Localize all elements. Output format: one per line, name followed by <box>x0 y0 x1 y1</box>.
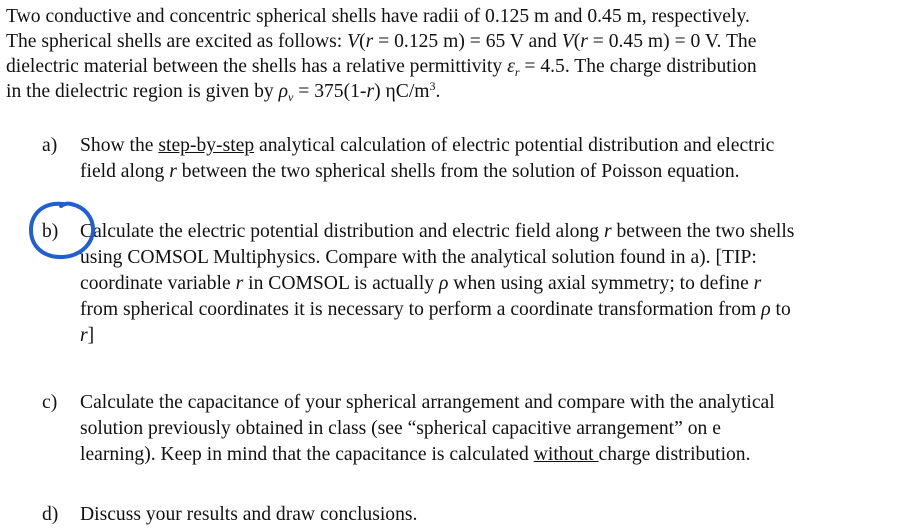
part-b-line-5 <box>80 323 892 349</box>
symbol-rho: ρ <box>278 81 289 102</box>
part-b-line-3 <box>80 271 892 297</box>
text: field along <box>80 161 170 182</box>
underlined-text: step-by-step <box>158 135 255 156</box>
text: from spherical coordinates it is necessary to perform a coordinate transformation from <box>80 299 762 320</box>
text: charge distribution. <box>598 444 751 465</box>
text: coordinate variable <box>80 273 236 294</box>
text: dielectric material between the shells has a relative permittivity <box>6 56 508 77</box>
part-b-line-2 <box>80 245 892 271</box>
text: in COMSOL is actually <box>243 273 439 294</box>
symbol-epsilon: ε <box>507 56 515 77</box>
symbol-r: r <box>366 81 375 102</box>
text: Two conductive and concentric spherical shells have radii of 0.125 m and 0.45 m, respectively. <box>6 6 750 27</box>
symbol-r: r <box>603 221 612 242</box>
part-c-line-1 <box>80 390 892 416</box>
text: Calculate the electric potential distribution and electric field along <box>80 221 604 242</box>
text: The spherical shells are excited as follows: <box>6 31 348 52</box>
part-a-text <box>80 133 892 185</box>
part-b-line-1 <box>80 219 892 245</box>
part-c-text <box>80 390 892 468</box>
symbol-r: r <box>169 161 177 182</box>
subscript-r: r <box>514 65 520 79</box>
part-a-label: a) <box>42 135 58 156</box>
text: . <box>435 81 441 102</box>
part-b-text <box>80 219 892 349</box>
text: Calculate the capacitance of your spherical arrangement and compare with the analytical <box>80 392 775 413</box>
part-d-text <box>80 502 892 528</box>
text: between the two spherical shells from the solution of Poisson equation. <box>176 161 740 182</box>
symbol-r: r <box>753 273 762 294</box>
part-b-line-4 <box>80 297 892 323</box>
subscript-v: v <box>288 90 294 104</box>
text: solution previously obtained in class (see “spherical capacitive arrangement” on e <box>80 418 721 439</box>
text: when using axial symmetry; to define <box>448 273 754 294</box>
text: = 375(1- <box>293 81 367 102</box>
text: learning). Keep in mind that the capacitance is calculated <box>80 444 534 465</box>
part-a-line-2 <box>80 159 892 185</box>
text: between the two shells <box>611 221 795 242</box>
symbol-rho: ρ <box>438 273 449 294</box>
symbol-rho: ρ <box>761 299 771 320</box>
text: Show the <box>80 135 159 156</box>
text: ] <box>87 325 95 346</box>
text: = 4.5. The charge distribution <box>519 56 757 77</box>
text: analytical calculation of electric potential distribution and electric <box>254 135 775 156</box>
superscript-3: 3 <box>429 79 436 93</box>
text: ) ηC/m <box>374 81 430 102</box>
statement-line-3 <box>6 54 892 79</box>
symbol-r: r <box>365 31 374 52</box>
symbol-v: V <box>347 31 360 52</box>
symbol-r: r <box>80 325 88 346</box>
part-c-label: c) <box>42 392 58 413</box>
text: in the dielectric region is given by <box>6 81 279 102</box>
problem-statement <box>6 4 892 104</box>
text: = 0.125 m) = 65 V and <box>373 31 562 52</box>
part-d-label: d) <box>42 504 59 525</box>
part-d-line-1 <box>80 502 892 528</box>
text: ( <box>359 31 366 52</box>
part-b-label: b) <box>42 221 59 242</box>
symbol-r: r <box>580 31 588 52</box>
part-c-line-2 <box>80 416 892 442</box>
statement-line-1 <box>6 4 892 29</box>
text: ( <box>573 31 581 52</box>
statement-line-2 <box>6 29 892 54</box>
part-c-line-3 <box>80 442 892 468</box>
part-a-line-1 <box>80 133 892 159</box>
text: to <box>770 299 791 320</box>
underlined-text: without <box>533 444 599 465</box>
symbol-v: V <box>561 31 574 52</box>
statement-line-4 <box>6 79 892 104</box>
symbol-r: r <box>235 273 244 294</box>
text: Discuss your results and draw conclusions. <box>80 504 418 525</box>
text: using COMSOL Multiphysics. Compare with the analytical solution found in a). [TIP: <box>80 247 757 268</box>
text: = 0.45 m) = 0 V. The <box>587 31 757 52</box>
